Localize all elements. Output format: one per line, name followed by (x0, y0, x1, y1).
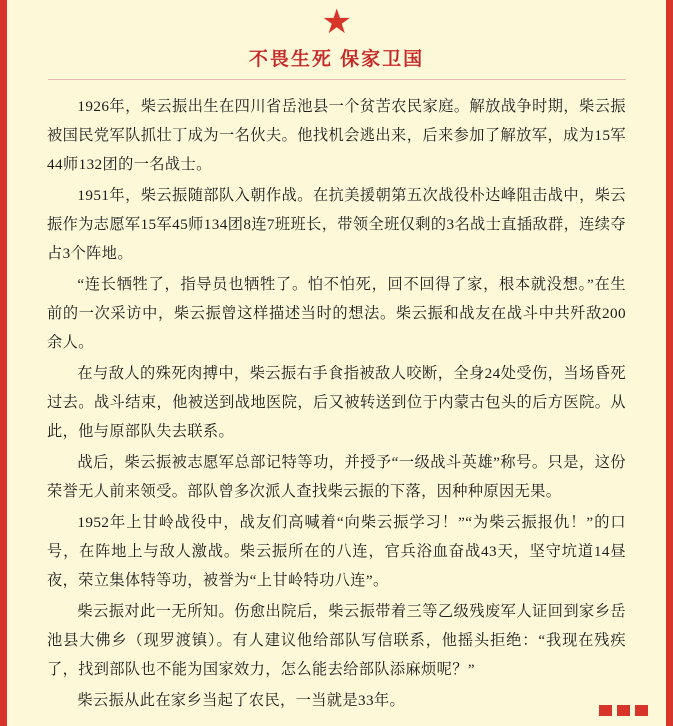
footer-square-icon (599, 705, 612, 716)
paragraph: 柴云振对此一无所知。伤愈出院后，柴云振带着三等乙级残废军人证回到家乡岳池县大佛乡（现罗渡镇）。有人建议他给部队写信联系，他摇头拒绝：“我现在残疾了，找到部队也不能为国家效力，怎么能去给部队添麻烦呢？” (47, 603, 626, 678)
red-star-icon: ★ (321, 4, 352, 41)
paragraph: 在与敌人的殊死肉搏中，柴云振右手食指被敌人咬断，全身24处受伤，当场昏死过去。战斗结束，他被送到战地医院，后又被转送到位于内蒙古包头的后方医院。从此，他与原部队失去联系。 (47, 365, 626, 440)
star-banner (7, 0, 666, 42)
paragraph: “连长牺牲了，指导员也牺牲了。怕不怕死，回不回得了家，根本就没想。”在生前的一次采访中，柴云振曾这样描述当时的想法。柴云振和战友在战斗中共歼敌200余人。 (47, 276, 626, 351)
footer-square-icon (617, 705, 630, 716)
paragraph: 1926年，柴云振出生在四川省岳池县一个贫苦农民家庭。解放战争时期，柴云振被国民党军队抓壮丁成为一名伙夫。他找机会逃出来，后来参加了解放军，成为15军44师132团的一名战士。 (47, 98, 626, 173)
article-body (7, 80, 666, 715)
page-title: 不畏生死 保家卫国 (248, 49, 425, 70)
footer-decoration (599, 705, 648, 716)
paragraph: 1952年上甘岭战役中，战友们高喊着“向柴云振学习！”“为柴云振报仇！”的口号，在阵地上与敌人激战。柴云振所在的八连，官兵浴血奋战43天，坚守坑道14昼夜，荣立集体特等功，被誉为“上甘岭特功八连”。 (47, 514, 626, 589)
paragraph: 战后，柴云振被志愿军总部记特等功，并授予“一级战斗英雄”称号。只是，这份荣誉无人前来领受。部队曾多次派人查找柴云振的下落，因种种原因无果。 (47, 454, 626, 500)
paragraph: 1951年，柴云振随部队入朝作战。在抗美援朝第五次战役朴达峰阻击战中，柴云振作为志愿军15军45师134团8连7班班长，带领全班仅剩的3名战士直插敌群，连续夺占3个阵地。 (47, 187, 626, 262)
footer-square-icon (635, 705, 648, 716)
paragraph: 柴云振从此在家乡当起了农民，一当就是33年。 (77, 692, 406, 709)
